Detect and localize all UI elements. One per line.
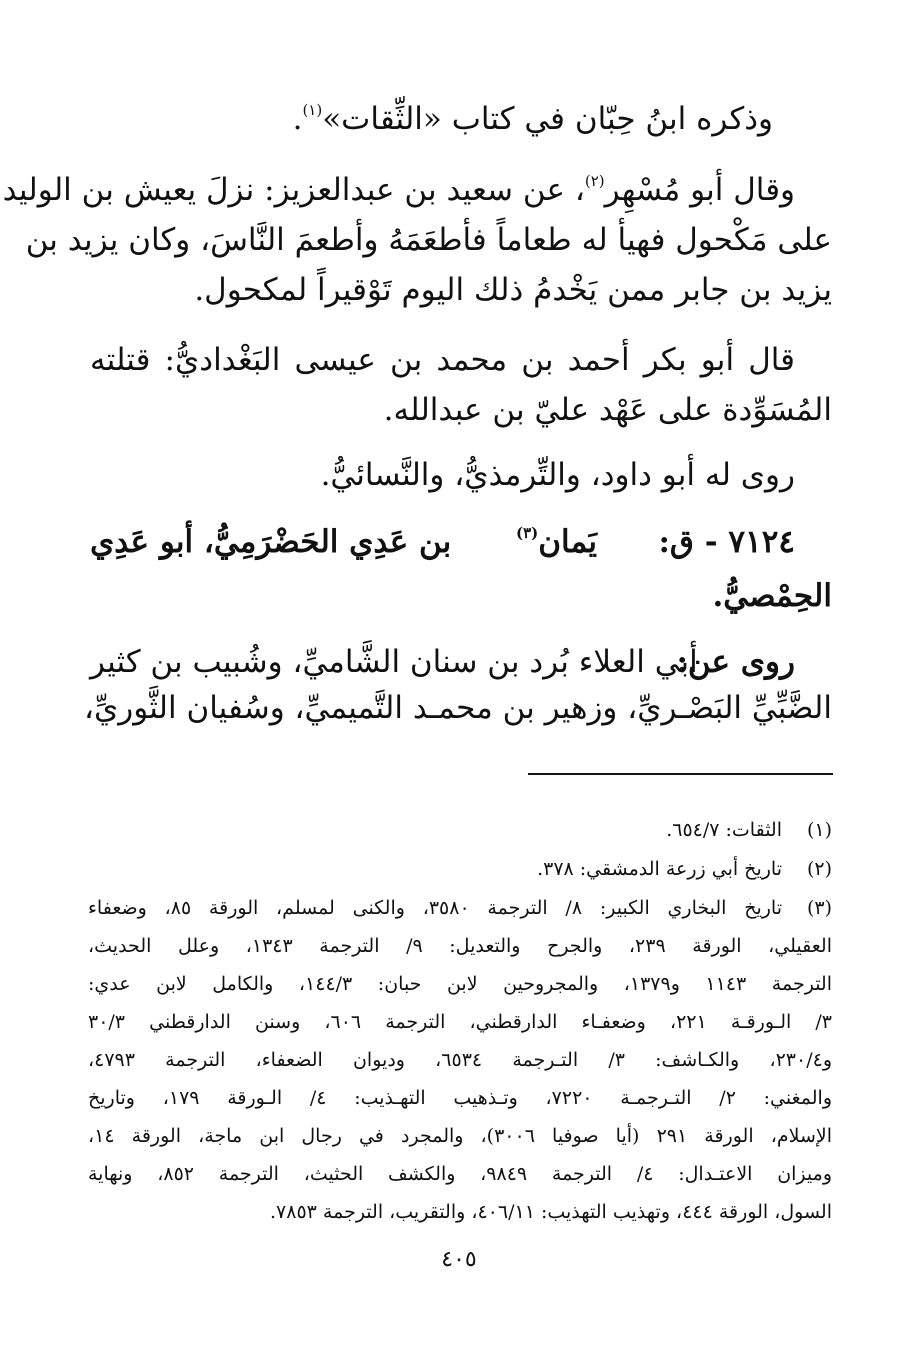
paragraph-narrators: روى له أبو داود، والتِّرمذيُّ، والنَّسائيُّ.: [320, 457, 795, 493]
footnote-line: العقيلي، الورقة ٢٣٩، والجرح والتعديل: ٩/ الترجمة ١٣٤٣، وعلل الحديث،: [88, 935, 833, 957]
entry-number: ٧١٢٤ - ق:: [658, 524, 795, 560]
footnote-line: الإسلام، الورقة ٢٩١ (أيا صوفيا ٣٠٠٦)، والمجرد في رجال ابن ماجة، الورقة ١٤،: [88, 1125, 832, 1147]
footnote-number: (٢): [806, 858, 832, 880]
text: يَمان: [538, 524, 597, 560]
entry-name: [516, 522, 597, 562]
paragraph-abu-mushir-line-2: على مَكْحول فهيأ له طعاماً فأطعَمَهُ وأطعمَ النَّاسَ، وكان يزيد بن: [25, 222, 832, 258]
footnote-line: و٢٣٠/٤، والكـاشف: ٣/ التـرجمة ٦٥٣٤، وديوان الضعفاء، الترجمة ٤٧٩٣،: [88, 1049, 832, 1071]
text: أبي العلاء بُرد بن سنان الشَّاميِّ، وشُبيب بن كثير: [90, 644, 698, 680]
footnote-ref-3: (٣): [515, 524, 539, 542]
text: وذكره ابنُ حِبّان في كتاب «الثِّقات»: [322, 101, 773, 137]
entry-nisba: الحِمْصيُّ.: [712, 578, 832, 614]
footnote-separator: [528, 773, 833, 775]
text: قال أبو بكر أحمد بن محمد بن عيسى البَغْداديُّ: قتلته: [90, 342, 795, 378]
rawa-an-label: روى عن:: [676, 644, 795, 680]
paragraph-baghdadi-line-1: [90, 340, 832, 380]
text: ، عن سعيد بن عبدالعزيز: نزلَ يعيش بن الوليد: [2, 172, 585, 208]
text: وقال أبو مُسْهِر: [604, 172, 795, 208]
paragraph-abu-mushir-line-3: يزيد بن جابر ممن يَخْدمُ ذلك اليوم تَوْقيراً لمكحول.: [194, 272, 832, 308]
text: .: [292, 101, 303, 137]
paragraph-abu-mushir-line-1: [2, 170, 832, 210]
footnote-text: تاريخ أبي زرعة الدمشقي: ٣٧٨.: [537, 858, 782, 880]
footnote-ref-1: (١): [302, 101, 323, 119]
footnote-line: السول، الورقة ٤٤٤، وتهذيب التهذيب: ٤٠٦/١١، والتقريب، الترجمة ٧٨٥٣.: [269, 1201, 832, 1223]
footnote-number: (١): [806, 819, 832, 841]
footnote-number: (٣): [806, 897, 832, 919]
footnote-line: ٣/ الـورقـة ٢٢١، وضعفـاء الدارقطني، الترجمة ٦٠٦، وسنن الدارقطني ٣٠/٣: [88, 1011, 832, 1033]
footnote-line: تاريخ البخاري الكبير: ٨/ الترجمة ٣٥٨٠، والكنى لمسلم، الورقة ٨٥، وضعفاء: [88, 897, 783, 919]
footnote-line: والمغني: ٢/ التـرجمـة ٧٢٢٠، وتـذهيب التهـذيب: ٤/ الـورقة ١٧٩، وتاريخ: [88, 1087, 833, 1109]
footnote-text: الثقات: ٦٥٤/٧.: [666, 819, 782, 841]
paragraph-ibn-hibban: [293, 99, 773, 139]
footnote-line: وميزان الاعتـدال: ٤/ الترجمة ٩٨٤٩، والكشف الحثيث، الترجمة ٨٥٢، ونهاية: [88, 1163, 832, 1185]
page-number: ٤٠٥: [441, 1247, 477, 1272]
entry-nasab: بن عَدِي الحَضْرَمِيُّ، أبو عَدِي: [90, 524, 452, 560]
footnote-line: الترجمة ١١٤٣ و١٣٧٩، والمجروحين لابن حبان: ١٤٤/٣، والكامل لابن عدي:: [88, 973, 832, 995]
paragraph-rawa-an-line-2: الضَّبِّيِّ البَصْـريِّ، وزهير بن محمـد التَّميميِّ، وسُفيان الثَّوريِّ،: [83, 690, 832, 726]
footnote-ref-2: (٢): [584, 172, 605, 190]
paragraph-baghdadi-line-2: المُسَوِّدة على عَهْد عليّ بن عبدالله.: [383, 392, 832, 428]
